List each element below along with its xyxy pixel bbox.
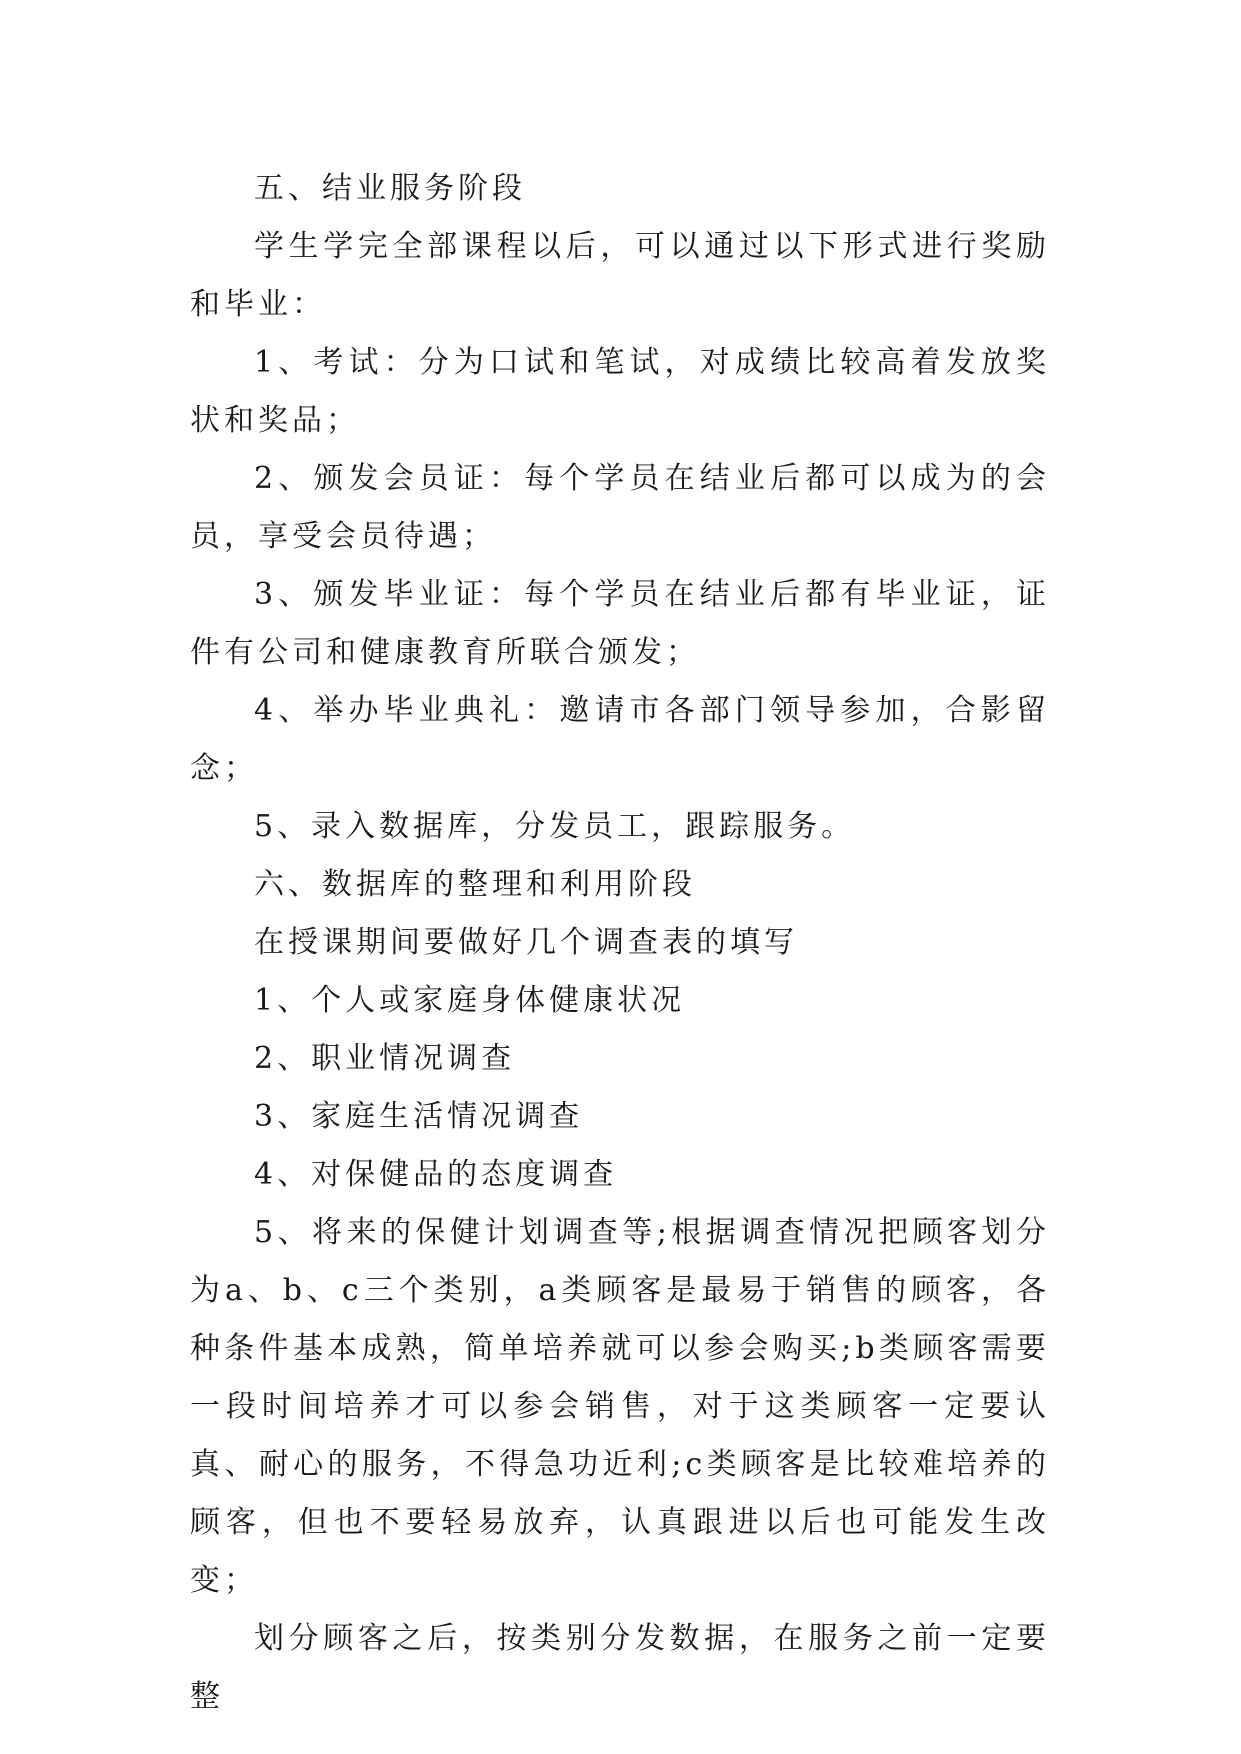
paragraph: 划分顾客之后，按类别分发数据，在服务之前一定要整 — [190, 1621, 1050, 1714]
list-item: 4、对保健品的态度调查 — [254, 1157, 618, 1192]
paragraph: 在授课期间要做好几个调查表的填写 — [254, 925, 798, 960]
list-item: 5、录入数据库，分发员工，跟踪服务。 — [254, 809, 856, 844]
document-body — [190, 160, 1050, 1726]
list-item: 3、家庭生活情况调查 — [254, 1099, 584, 1134]
list-item: 1、考试：分为口试和笔试，对成绩比较高着发放奖状和奖品； — [190, 345, 1050, 438]
list-item: 2、职业情况调查 — [254, 1041, 516, 1076]
list-item: 3、颁发毕业证：每个学员在结业后都有毕业证，证件有公司和健康教育所联合颁发； — [190, 577, 1050, 670]
list-item: 4、举办毕业典礼：邀请市各部门领导参加，合影留念； — [190, 693, 1050, 786]
section-heading-6: 六、数据库的整理和利用阶段 — [254, 867, 696, 902]
list-item: 5、将来的保健计划调查等;根据调查情况把顾客划分为a、b、c三个类别，a类顾客是最易于销售的顾客，各种条件基本成熟，简单培养就可以参会购买;b类顾客需要一段时间培养才可以参会销售，对于这类顾客一定要认真、耐心的服务，不得急功近利;c类顾客是比较难培养的顾客，但也不要轻易放弃，认真跟进以后也可能发生改变； — [190, 1215, 1050, 1598]
paragraph: 学生学完全部课程以后，可以通过以下形式进行奖励和毕业： — [190, 229, 1050, 322]
section-heading-5: 五、结业服务阶段 — [254, 171, 526, 206]
list-item: 1、个人或家庭身体健康状况 — [254, 983, 686, 1018]
list-item: 2、颁发会员证：每个学员在结业后都可以成为的会员，享受会员待遇； — [190, 461, 1050, 554]
